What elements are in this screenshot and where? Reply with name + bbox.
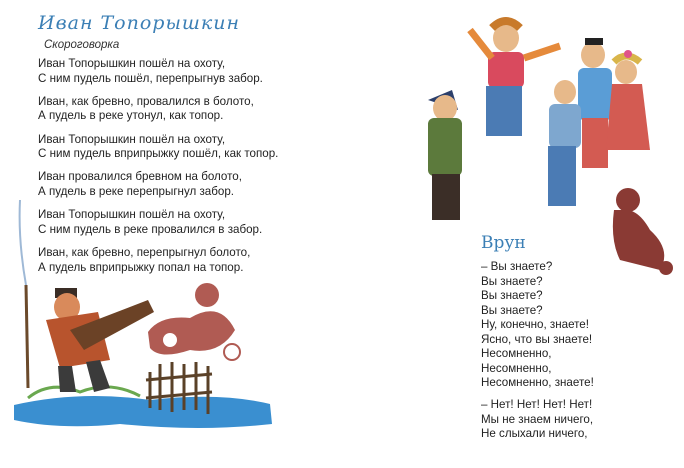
- poem-line: Ясно, что вы знаете!: [481, 332, 593, 346]
- poem-line: С ним пудель вприпрыжку пошёл, как топор.: [38, 147, 279, 161]
- poem-line: Несомненно,: [481, 347, 552, 360]
- poem-line: С ним пудель в реке провалился в забор.: [38, 222, 263, 236]
- poem-line: С ним пудель пошёл, перепрыгнув забор.: [38, 71, 263, 85]
- poem-line: Несомненно, знаете!: [481, 376, 594, 389]
- poem-line: – Нет! Нет! Нет! Нет!: [481, 398, 593, 411]
- poem-line: Иван Топорышкин пошёл на охоту,: [38, 57, 226, 70]
- stanza: [481, 260, 681, 391]
- poem-line: Иван Топорышкин пошёл на охоту,: [38, 208, 226, 222]
- page-subtitle: Скороговорка: [44, 39, 120, 51]
- stanza: [481, 398, 681, 442]
- poem-line: Не слыхали ничего,: [481, 427, 588, 440]
- poem-line: Иван, как бревно, перепрыгнул болото,: [38, 245, 251, 259]
- poem-line: – Вы знаете?: [481, 260, 553, 273]
- page-title-ivan: Иван Топорышкин: [38, 12, 241, 34]
- poem-line: А пудель в реке перепрыгнул забор.: [38, 184, 235, 198]
- poem-line: Иван, как бревно, провалился в болото,: [38, 94, 254, 108]
- poem-line: Несомненно,: [481, 361, 552, 375]
- poodle-jumping-illustration: [146, 283, 240, 414]
- liar-poem: [481, 260, 681, 449]
- poem-line: Мы не знаем ничего,: [481, 412, 594, 426]
- stanza: [38, 246, 368, 275]
- poem-line: Вы знаете?: [481, 303, 543, 317]
- poem-line: Иван провалился бревном на болото,: [38, 170, 242, 184]
- stanza: [38, 57, 368, 86]
- stanza: [38, 95, 368, 124]
- stanza: [38, 170, 368, 199]
- poem-line: А пудель вприпрыжку попал на топор.: [38, 260, 244, 274]
- stanza: [38, 133, 368, 162]
- poem-line: А пудель в реке утонул, как топор.: [38, 109, 224, 123]
- stanza: [38, 208, 368, 237]
- tongue-twister-poem: [38, 57, 368, 284]
- poem-line: Иван Топорышкин пошёл на охоту,: [38, 132, 226, 146]
- poem-line: Ну, конечно, знаете!: [481, 318, 589, 331]
- poem-line: Вы знаете?: [481, 289, 543, 302]
- page-title-vrun: Врун: [481, 233, 526, 253]
- children-illustration: [428, 21, 650, 220]
- poem-line: Вы знаете?: [481, 274, 543, 288]
